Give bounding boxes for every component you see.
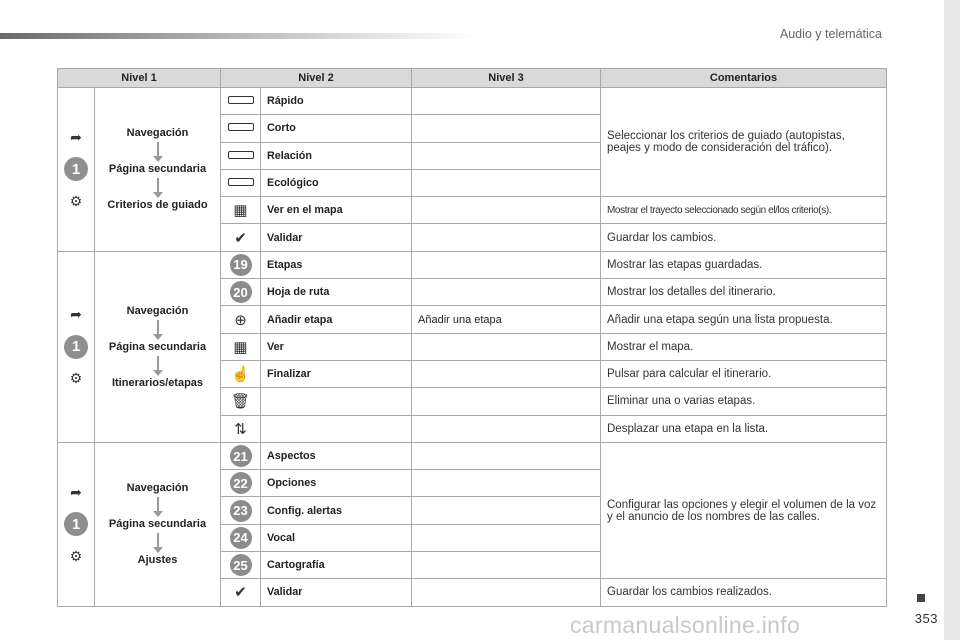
table-row: [58, 442, 887, 469]
arrow-down-icon: [157, 178, 159, 192]
level1-badge: 1: [64, 512, 88, 536]
level1-icons-cell: [58, 88, 95, 252]
comment-cell: Desplazar una etapa en la lista.: [601, 415, 887, 442]
nav-step: Página secundaria: [108, 340, 207, 353]
level2-label: [261, 415, 412, 442]
level2-label: Aspectos: [261, 442, 412, 469]
level3-label: [412, 142, 601, 169]
menu-table: [57, 68, 887, 607]
number-badge: 22: [230, 472, 252, 494]
nav-step: Criterios de guiado: [107, 199, 208, 212]
level3-label: [412, 415, 601, 442]
comment-cell: Configurar las opciones y elegir el volumen de la voz y el anuncio de los nombres de las calles.: [601, 442, 887, 578]
comment-cell: Mostrar los detalles del itinerario.: [601, 279, 887, 306]
arrow-down-icon: [157, 497, 159, 511]
level2-label: Corto: [261, 115, 412, 142]
trash-icon: 🗑: [230, 393, 251, 411]
comment-cell: Guardar los cambios realizados.: [601, 579, 887, 606]
level2-label: Rápido: [261, 88, 412, 115]
hand-icon: ☝: [231, 366, 250, 384]
level2-label: Cartografía: [261, 552, 412, 579]
table-body: [58, 88, 887, 607]
level3-label: [412, 224, 601, 251]
table-row: [58, 88, 887, 115]
check-icon: ✔: [234, 584, 247, 602]
level2-label: Relación: [261, 142, 412, 169]
move-icon: ⇅: [234, 420, 247, 438]
nav-step: Navegación: [126, 127, 189, 140]
level3-label: [412, 279, 601, 306]
check-icon: ✔: [234, 229, 247, 247]
level2-icon-cell: [221, 552, 261, 579]
page-corner-mark: [917, 594, 925, 602]
level3-label: Añadir una etapa: [412, 306, 601, 333]
table-row: [58, 251, 887, 278]
add-icon: ⊕: [234, 311, 247, 329]
col-header-comments: Comentarios: [601, 69, 887, 88]
route-option-icon: [228, 151, 254, 159]
level2-icon-cell: [221, 251, 261, 278]
nav-step: Itinerarios/etapas: [111, 376, 204, 389]
level3-label: [412, 333, 601, 360]
number-badge: 25: [230, 554, 252, 576]
number-badge: 20: [230, 281, 252, 303]
header-gradient-bar: [0, 33, 480, 39]
level2-icon-cell: [221, 115, 261, 142]
route-option-icon: [228, 123, 254, 131]
level2-icon-cell: [221, 415, 261, 442]
number-badge: 19: [230, 254, 252, 276]
level2-icon-cell: [221, 88, 261, 115]
level1-icons-cell: [58, 251, 95, 442]
level2-icon-cell: [221, 579, 261, 606]
level2-icon-cell: [221, 442, 261, 469]
nav-step: Navegación: [126, 304, 189, 317]
level1-icons-cell: [58, 442, 95, 606]
route-option-icon: [228, 96, 254, 104]
level2-label: Etapas: [261, 251, 412, 278]
level1-nav-cell: [95, 88, 221, 252]
arrow-down-icon: [157, 142, 159, 156]
level2-label: Validar: [261, 579, 412, 606]
page-header-title: Audio y telemática: [779, 27, 882, 41]
level2-label: Opciones: [261, 470, 412, 497]
level3-label: [412, 169, 601, 196]
comment-cell: Mostrar las etapas guardadas.: [601, 251, 887, 278]
level3-label: [412, 470, 601, 497]
level2-label: Validar: [261, 224, 412, 251]
nav-step: Navegación: [126, 482, 189, 495]
navigation-icon: ➦: [70, 128, 82, 145]
level2-icon-cell: [221, 524, 261, 551]
level3-label: [412, 388, 601, 415]
level2-icon-cell: [221, 306, 261, 333]
level2-label: [261, 388, 412, 415]
map-icon: ▦: [233, 338, 248, 356]
arrow-down-icon: [157, 356, 159, 370]
number-badge: 21: [230, 445, 252, 467]
level1-nav-cell: [95, 251, 221, 442]
level3-label: [412, 360, 601, 387]
level3-label: [412, 115, 601, 142]
col-header-level2: Nivel 2: [221, 69, 412, 88]
comment-cell: Mostrar el trayecto seleccionado según el/los criterio(s).: [601, 197, 887, 224]
level2-icon-cell: [221, 197, 261, 224]
number-badge: 23: [230, 500, 252, 522]
navigation-icon: ➦: [70, 483, 82, 500]
arrow-down-icon: [157, 320, 159, 334]
level2-label: Ver: [261, 333, 412, 360]
level1-badge: 1: [64, 157, 88, 181]
level2-label: Añadir etapa: [261, 306, 412, 333]
comment-cell: Seleccionar los criterios de guiado (autopistas, peajes y modo de consideración del tráfico).: [601, 88, 887, 197]
level2-icon-cell: [221, 169, 261, 196]
nav-step: Ajustes: [137, 554, 178, 567]
level3-label: [412, 579, 601, 606]
level2-label: Finalizar: [261, 360, 412, 387]
comment-cell: Añadir una etapa según una lista propuesta.: [601, 306, 887, 333]
comment-cell: Guardar los cambios.: [601, 224, 887, 251]
number-badge: 24: [230, 527, 252, 549]
level1-nav-cell: [95, 442, 221, 606]
level2-icon-cell: [221, 388, 261, 415]
comment-cell: Pulsar para calcular el itinerario.: [601, 360, 887, 387]
col-header-level1: Nivel 1: [58, 69, 221, 88]
navigation-icon: ➦: [70, 306, 82, 323]
level3-label: [412, 552, 601, 579]
level2-icon-cell: [221, 497, 261, 524]
level2-label: Hoja de ruta: [261, 279, 412, 306]
level3-label: [412, 88, 601, 115]
route-option-icon: [228, 178, 254, 186]
nav-step: Página secundaria: [108, 518, 207, 531]
nav-step: Página secundaria: [108, 163, 207, 176]
settings-icon: ⚙: [69, 547, 83, 564]
comment-cell: Mostrar el mapa.: [601, 333, 887, 360]
settings-icon: ⚙: [69, 370, 83, 387]
page-edge-strip: [944, 0, 960, 640]
level2-label: Ver en el mapa: [261, 197, 412, 224]
level2-label: Ecológico: [261, 169, 412, 196]
arrow-down-icon: [157, 533, 159, 547]
level2-icon-cell: [221, 279, 261, 306]
level3-label: [412, 197, 601, 224]
level1-badge: 1: [64, 335, 88, 359]
watermark: carmanualsonline.info: [570, 612, 801, 638]
level2-icon-cell: [221, 224, 261, 251]
table-header-row: [58, 69, 887, 88]
page-number: 353: [914, 611, 938, 626]
level2-icon-cell: [221, 333, 261, 360]
level3-label: [412, 251, 601, 278]
level2-label: Config. alertas: [261, 497, 412, 524]
level2-icon-cell: [221, 470, 261, 497]
level2-icon-cell: [221, 360, 261, 387]
map-icon: ▦: [233, 202, 248, 220]
level3-label: [412, 497, 601, 524]
settings-icon: ⚙: [69, 192, 83, 209]
level3-label: [412, 524, 601, 551]
col-header-level3: Nivel 3: [412, 69, 601, 88]
comment-cell: Eliminar una o varias etapas.: [601, 388, 887, 415]
level2-label: Vocal: [261, 524, 412, 551]
level2-icon-cell: [221, 142, 261, 169]
level3-label: [412, 442, 601, 469]
